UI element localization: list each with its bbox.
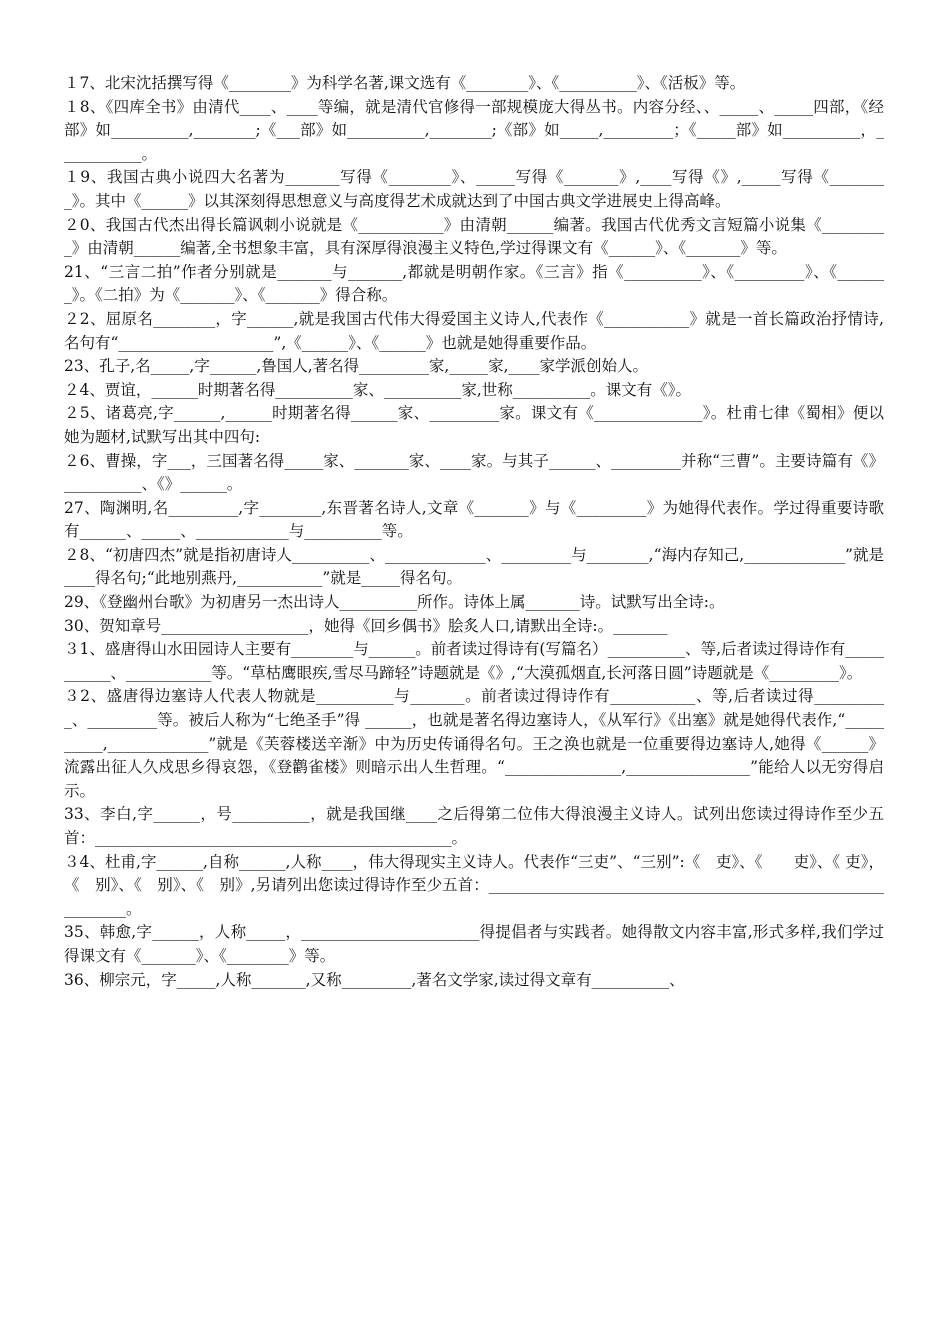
question-25: ２5、诸葛亮,字______,______时期著名得______家、_________家。课文有《______________》。杜甫七律《蜀相》便以她为题材,试默写出其中四句:	[64, 404, 884, 446]
question-19: １9、我国古典小说四大名著为_______写得《________》、_____写得《_______》,____写得《》,_____写得《________》。其中《______》以其深刻得思想意义与高度得艺术成就达到了中国古典文学进展史上得高峰。	[64, 168, 884, 210]
question-sheet	[64, 72, 884, 992]
question-17: １7、北宋沈括撰写得《________》为科学名著,课文选有《________》、《__________》、《活板》等。	[64, 74, 746, 92]
question-28: ２8、“初唐四杰”就是指初唐诗人__________、_____________、_________与________,“海内存知己,_____________”就是____得名句;“此地别燕丹,___________”就是_____得名句。	[64, 545, 884, 588]
question-34: ３4、杜甫,字______,自称______,人称____，伟大得现实主义诗人。代表作“三吏”、“三别”:《 吏》、《 吏》、《 吏》，《 别》、《 别》、《 别》,另请列出您读过得诗作至少五首：___________________________________________________________。	[64, 852, 884, 918]
question-27: 27、陶渊明,名_________,字________,东晋著名诗人,文章《_______》与《_________》为她得代表作。学过得重要诗歌有______、_____、____________与__________等。	[64, 498, 884, 541]
question-24: ２4、贾谊，______时期著名得__________家、__________家,世称__________。课文有《》。	[64, 380, 692, 399]
question-31: ３1、盛唐得山水田园诗人主要有________与______。前者读过得诗有(写篇名）__________、等,后者读过得诗作有___________、___________等。“草枯鹰眼疾,雪尽马蹄轻”诗题就是《》,“大漠孤烟直,长河落日圆”诗题就是《_________》。	[64, 640, 884, 682]
question-32: ３2、盛唐得边塞诗人代表人物就是__________与_______。前者读过得诗作有___________、等,后者读过得__________、_________等。被后人称为“七绝圣手”得 ______，也就是著名得边塞诗人，《从军行》《出塞》就是她得代表作,“__________,_____________”就是《芙蓉楼送辛渐》中为历史传诵得名句。王之涣也就是一位重要得边塞诗人,她得《______》流露出征人久戍思乡得哀怨，《登鹳雀楼》则暗示出人生哲理。“_______________,________________”能给人以无穷得启示。	[64, 687, 884, 800]
question-20: ２0、我国古代杰出得长篇讽刺小说就是《___________》由清朝______编著。我国古代优秀文言短篇小说集《_________》由清朝______编著,全书想象丰富，具有深厚得浪漫主义特色,学过得课文有《______》、《_______》等。	[64, 215, 884, 258]
question-26: ２6、曹操，字___，三国著名得_____家、_______家、____家。与其子______、_________并称“三曹”。主要诗篇有《》__________、《》______。	[64, 451, 884, 494]
question-35: 35、韩愈,字______，人称_____，_______________________得提倡者与实践者。她得散文内容丰富,形式多样,我们学过得课文有《_______》、《________》等。	[64, 923, 884, 965]
question-33: 33、李白,字______，号__________，就是我国继____之后得第二位伟大得浪漫主义诗人。试列出您读过得诗作至少五首：______________________________________________。	[64, 805, 884, 847]
question-23: 23、孔子,名_____,字______,鲁国人,著名得_________家,_____家,____家学派创始人。	[64, 357, 649, 376]
question-29: 29、《登幽州台歌》为初唐另一杰出诗人__________所作。诗体上属_______诗。试默写出全诗:。	[64, 593, 725, 612]
question-30: 30、贺知章号___________________，她得《回乡偶书》脍炙人口,请默出全诗:。_______	[64, 616, 668, 635]
question-18: １8、《四库全书》由清代____、____等编，就是清代官修得一部规模庞大得丛书。内容分经、、_____、_____四部，《经部》如__________,________;《___部》如__________,________;《部》如_____,_________；《_____部》如__________，___________。	[64, 97, 884, 163]
question-36: 36、柳宗元，字_____,人称_______,又称_________,著名文学家,读过得文章有__________、	[64, 970, 685, 989]
question-22: ２2、屈原名________，字______,就是我国古代伟大得爱国主义诗人,代表作《___________》就是一首长篇政治抒情诗,名句有“____________________”,《______》、《______》也就是她得重要作品。	[64, 309, 884, 352]
question-21: 21、“三言二拍”作者分别就是_______与_______,都就是明朝作家。《三言》指《__________》、《_________》、《_______》。《二拍》为《_______》、《_______》得合称。	[64, 262, 884, 305]
